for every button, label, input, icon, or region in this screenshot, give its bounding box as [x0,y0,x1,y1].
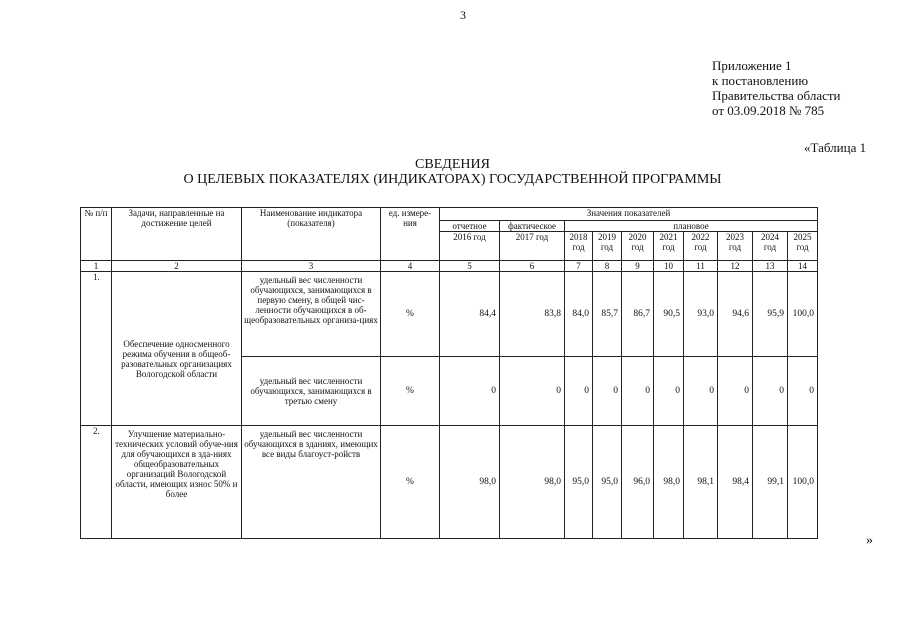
header-year: 2025 год [788,232,818,261]
unit-cell: % [381,357,440,426]
header-num: № п/п [81,208,112,261]
title-line-2: О ЦЕЛЕВЫХ ПОКАЗАТЕЛЯХ (ИНДИКАТОРАХ) ГОСУДАРСТВЕННОЙ ПРОГРАММЫ [183,172,722,187]
value-cell: 90,5 [654,272,684,357]
column-number: 10 [654,261,684,272]
table-reference: «Таблица 1 [804,140,867,155]
column-number: 2 [112,261,242,272]
value-cell: 98,0 [500,426,565,539]
column-number: 14 [788,261,818,272]
column-number: 7 [565,261,593,272]
value-cell: 84,4 [440,272,500,357]
value-cell: 98,1 [684,426,718,539]
column-number: 5 [440,261,500,272]
row-number: 1. [81,272,112,426]
header-year: 2023 год [718,232,753,261]
value-cell: 0 [593,357,622,426]
value-cell: 0 [440,357,500,426]
value-cell: 95,0 [565,426,593,539]
header-values: Значения показателей [440,208,818,221]
appendix-block [712,58,841,118]
header-year: 2017 год [500,232,565,261]
value-cell: 98,0 [654,426,684,539]
table-row [81,272,818,357]
document-title [0,157,905,187]
task-cell: Обеспечение односменного режима обучения в общеоб-разовательных организациях Вологодской области [112,272,242,426]
task-cell: Улучшение материально-технических условий обуче-ния для обучающихся в зда-ниях общеобразовательных организаций Вологодской области, имеющих износ 50% и более [112,426,242,539]
header-year: 2020 год [622,232,654,261]
indicator-name: удельный вес численности обучающихся, занимающихся в первую смену, в общей чис-ленности обучающихся в об-щеобразовательных организа-циях [242,272,381,357]
header-year: 2024 год [753,232,788,261]
value-cell: 0 [565,357,593,426]
value-cell: 94,6 [718,272,753,357]
column-number: 6 [500,261,565,272]
appendix-line: к постановлению [712,73,809,88]
indicators-table [80,207,818,539]
value-cell: 96,0 [622,426,654,539]
closing-quote: » [866,533,873,548]
value-cell: 100,0 [788,272,818,357]
value-cell: 98,4 [718,426,753,539]
value-cell: 0 [622,357,654,426]
value-cell: 0 [684,357,718,426]
header-year: 2018 год [565,232,593,261]
column-number: 1 [81,261,112,272]
value-cell: 86,7 [622,272,654,357]
value-cell: 0 [654,357,684,426]
value-cell: 0 [788,357,818,426]
value-cell: 98,0 [440,426,500,539]
header-actual: фактическое [500,221,565,232]
value-cell: 85,7 [593,272,622,357]
column-number: 13 [753,261,788,272]
header-reported: отчетное [440,221,500,232]
unit-cell: % [381,426,440,539]
value-cell: 100,0 [788,426,818,539]
value-cell: 0 [500,357,565,426]
column-number: 4 [381,261,440,272]
indicator-name: удельный вес численности обучающихся, занимающихся в третью смену [242,357,381,426]
column-number: 11 [684,261,718,272]
header-year: 2019 год [593,232,622,261]
row-number: 2. [81,426,112,539]
column-number: 8 [593,261,622,272]
value-cell: 99,1 [753,426,788,539]
unit-cell: % [381,272,440,357]
page-number: 3 [460,8,466,22]
header-tasks: Задачи, направленные на достижение целей [112,208,242,261]
header-unit: ед. измере-ния [381,208,440,261]
header-year: 2022 год [684,232,718,261]
value-cell: 84,0 [565,272,593,357]
column-number: 9 [622,261,654,272]
header-year: 2021 год [654,232,684,261]
indicator-name: удельный вес численности обучающихся в зданиях, имеющих все виды благоуст-ройств [242,426,381,539]
value-cell: 83,8 [500,272,565,357]
header-year: 2016 год [440,232,500,261]
value-cell: 93,0 [684,272,718,357]
header-indicator: Наименование индикатора (показателя) [242,208,381,261]
column-number: 3 [242,261,381,272]
header-planned: плановое [565,221,818,232]
appendix-line: Приложение 1 [712,58,792,73]
appendix-line: от 03.09.2018 № 785 [712,103,825,118]
value-cell: 0 [718,357,753,426]
column-number: 12 [718,261,753,272]
value-cell: 95,9 [753,272,788,357]
value-cell: 0 [753,357,788,426]
appendix-line: Правительства области [712,88,841,103]
title-line-1: СВЕДЕНИЯ [415,157,490,172]
table-row [81,426,818,539]
value-cell: 95,0 [593,426,622,539]
